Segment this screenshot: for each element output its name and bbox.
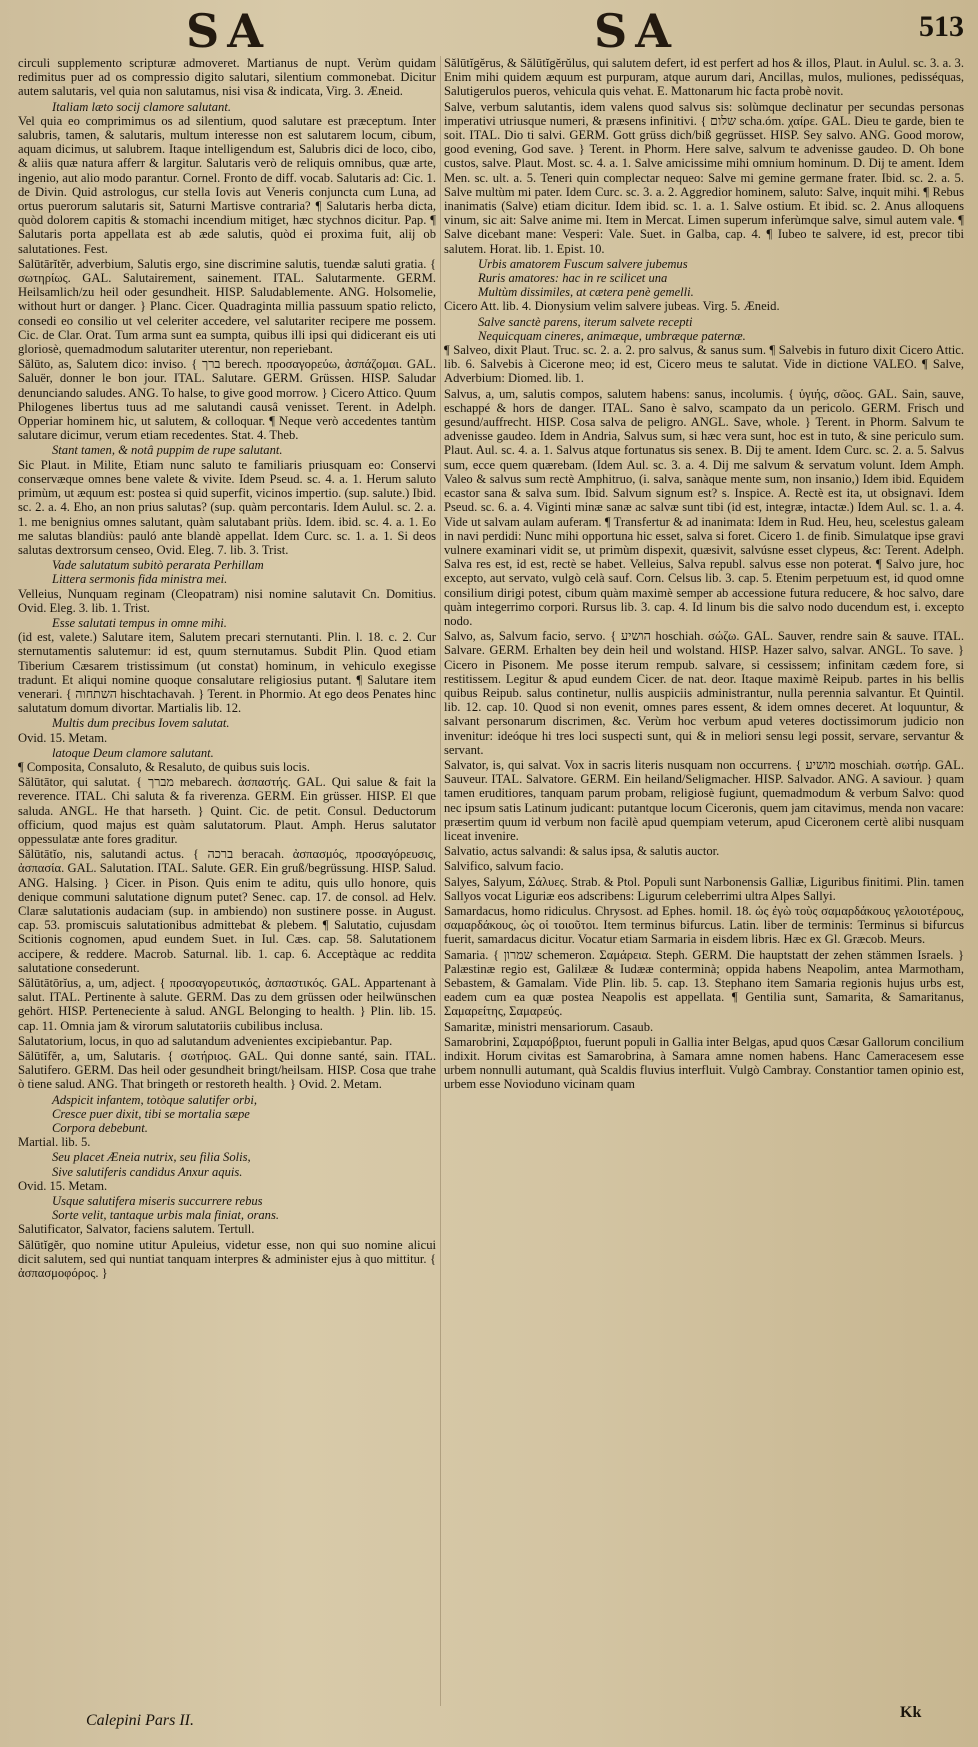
left-column-entry: Sălūtātōrĭus, a, um, adject. { προσαγορευτικός, ἀσπαστικός. GAL. Appartenant à salut. ITAL. Pertinente à salute. GERM. Das zu dem grüssen oder heilwünschen gehört. HISP. Perteneciente à salud. ANGL Belonging to health. } Plin. lib. 15. cap. 11. Omnia jam & virorum salutatoriis cubilibus inclusa. (18, 976, 436, 1033)
left-column-entry: Salūtārĭtĕr, adverbium, Salutis ergo, sine discrimine salutis, tuendæ saluti gratia. { σωτηρίως. GAL. Salutairement, sainement. ITAL. Salutarmente. GERM. Heilsamlich/zu heil oder gesundheit. HISP. Saludablemente. ANG. Holsomelie, without hurt or danger. } Planc. Cicer. Quadraginta millia passuum spatio relicto, consedi eo consilio ut vel celeriter accedere, vel salutariter recipere me possem. Cic. de Clar. Orat. Tum arma sunt ea sumpta, quibus illi ipsi qui didicerant eis uti gloriosè, quemadmodum salutariter uterentur, non reperiebant. (18, 256, 436, 357)
verse-line: Esse salutati tempus in omne mihi. (52, 615, 227, 630)
verse-line: Seu placet Æneia nutrix, seu filia Solis, (52, 1150, 251, 1165)
right-column-entry: Salyes, Salyum, Σάλυες. Strab. & Ptol. Populi sunt Narbonensis Galliæ, Liguribus finitimi. Plin. tamen Sallyos vocat Liguriæ eos adscribens: Ligurum celeberrimi ultra Alpes Sallyi. (444, 874, 964, 903)
left-column-entry: circuli supplemento scripturæ admoveret. Martianus de nupt. Verùm quidam redimitus puer ad os compressio digito salutari, silentium commonebat. Dicitur autem salutaris, vel quia non salutamus, nisi visa & indicata, Virg. 3. Æneid. (18, 56, 436, 99)
footer-catchword: Kk (900, 1704, 922, 1721)
verse-line: Italiam læto socij clamore salutant. (52, 99, 231, 114)
verse-line: Littera sermonis fida ministra mei. (52, 572, 228, 587)
footer-signature: Calepini Pars II. (86, 1712, 194, 1729)
verse-line: Ruris amatores: hac in re scilicet una (478, 271, 668, 286)
right-column-entry: Salvus, a, um, salutis compos, salutem habens: sanus, incolumis. { ὑγιής, σῶος. GAL. Sain, sauve, eschappé & hors de danger. ITAL. Sano è salvo, scampato da un pericolo. GERM. Frisch und gesund/auffrecht. HISP. Cosa salva de peligro. ANGL. Save, whole. } Terent. in Phorm. Salvum te advenisse gaudeo. Idem in Andria, Salvus sum, si hæc vera sunt, hoc est in tuto, & sine periculo sum. Plaut. Aul. sc. 4. a. 1. Salvus atque fortunatus sis senex. B. Dij te ament. Idem Curc. sc. 2. a. 5. Salvus sum, ecce quem quærebam. (Idem Aul. sc. 3. a. 4. Dij me salvum & servatum volunt. Idem Amph. Valeo & salvus sum rectè Amphitruo, (i. salva, sanàque mente sum, non insanio,) Idem ibid. Equidem ecastor sana & salva sum. Ibid. Salvum signum est? s. Inspice. A. Rectè est ita, ut obsignavi. Idem Pseud. sc. 6. a. 4. Viginti minæ sanæ ac salvæ sunt tibi (id est, integræ, intactæ.) Idem Aul. sc. 1. a. 4. Vide ut salvam aulam auferam. ¶ Transfertur & ad inanimata: Idem in Rud. Heu, heu, scelestus galeam in navi perdidi: Nunc mihi opportuna hic esset, salva si foret. Cicero 1. de finib. Simulatque ipse gravi vulnere examinari vidit se, ut primùm dispexit, quæsivit, salvúsne esset clypeus, &c: Terent. Adelph. Salva res est, id est, rectè se habet. Velleius, Salva republ. salvus esse non poterat. ¶ Salvo jure, hoc excepto, aut servato, vulgò celà sauf. Corn. Celsus lib. 3. cap. 5. Etenim perpetuum est, id quod omne consilium dirigi potest, cibum quàm maximè semper ab accessione futura reducere, & hoc salvo, dare quàm integerrimo corpori. Rursus lib. 3. cap. 4. Id linum bis die salvo nodo ducendum est, i. excepto nodo. (444, 386, 964, 628)
left-column-entry: Ovid. 15. Metam. (18, 1178, 108, 1193)
verse-line: Multùm dissimiles, at cætera penè gemelli. (478, 285, 694, 300)
verse-line: Adspicit infantem, totòque salutifer orbi, (52, 1092, 257, 1107)
verse-line: Sive salutiferis candidus Anxur aquis. (52, 1164, 243, 1179)
verse-line: Urbis amatorem Fuscum salvere jubemus (478, 256, 688, 271)
right-column-entry: Salve, verbum salutantis, idem valens quod salvus sis: solùmque declinatur per secundas personas imperativi utriusque numeri, & præsens infinitivi. { שלום scha.óm. χαίρε. GAL. Dieu te garde, bien te soit. ITAL. Dio ti salvi. GERM. Gott grüss dich/biß gegrüsset. HISP. Sey salvo. ANG. Good morow, good evening, God save. } Terent. in Phorm. Here salve, salvum te advenisse gaudeo. D. Oh bone custos, salve. Plaut. Most. sc. 4. a. 1. Salve amicissime mihi omnium hominum. D. Dij te ament. Idem Men. sc. ult. a. 5. Teneri quin complectar nequeo: Salve mi gemine germane frater. Ibid. sc. 2. a. 5. Salve multùm mi pater. Idem Curc. sc. 3. a. 2. Aggredior hominem, saluto: Salve, inquit mihi. ¶ Rebus inanimatis (Salve) etiam dicitur. Idem ibid. sc. 1. a. 1. Salve ostium. Et ibid. sc. 2. Anus alloquens vinum, sic ait: Salve anime mi. Item in Mercat. Limen superum inferùmque salve, simul autem vale. ¶ Salve dicebant mane: Vesperi: Vale. Suet. in Galba, cap. 4. ¶ Iubeo te salvere, id est, precor tibi salutem. Horat. lib. 1. Epist. 10. (444, 99, 964, 256)
right-column-entry: Samaria. { שמרון schemeron. Σαμάρεια. Steph. GERM. Die hauptstatt der zehen stämmen Israels. } Palæstinæ regio est, Galilææ & Iudææ conterminà; oppida habens Neapolim, antea Marmotham, Sebastem, & Gamalam. Vide Plin. lib. 5. cap. 13. Stephano item Samaria regionis hujus urbs est, eadem cum ea quæ postea Neapolis est appellata. ¶ Gentilia sunt, Samarita, & Samaritanus, Σαμαρείτης, Σαμαρεύς. (444, 947, 964, 1019)
right-column-entry: Salvo, as, Salvum facio, servo. { הושיע hoschiah. σώζω. GAL. Sauver, rendre sain & sauve. ITAL. Salvare. GERM. Erhalten bey dein heil und wolstand. HISP. Hazer salvo, salvar. ANGL. To save. } Cicero in Pisonem. Me posse iterum rempub. salvare, si cessissem; infinitam cædem fore, si restitissem. Legitur & apud eundem Cicer. de nat. deor. Itaque maximè Reipub. partes in his bellis quibus Reipub. salus continetur, nullis auspiciis administrantur, nulla perennia salvantur. Et Quintil. lib. 12. cap. 10. Quod si non evenit, omnes pares essent, & idem omnes deceret. At loquuntur, & salvant personarum discrimen, &c. Verùm hoc verbum apud veteres doctissimorum judicio non invenitur: ideóque hi tres loci suspecti sunt, qui & in meliori sensu legi possit, servare, servantur & servant. (444, 629, 964, 757)
verse-line: Usque salutifera miseris succurrere rebus (52, 1194, 263, 1209)
verse-line: Salve sanctè parens, iterum salvete recepti (478, 314, 693, 329)
right-column-entry: ¶ Salveo, dixit Plaut. Truc. sc. 2. a. 2. pro salvus, & sanus sum. ¶ Salvebis in futuro dixit Cicero Attic. lib. 6. Salvebis à Cicerone meo; id est, Cicero meus te salutat. Vide in dictione VALEO. ¶ Salve, Adverbium: Diomed. lib. 1. (444, 343, 964, 386)
left-column-entry: ¶ Composita, Consaluto, & Resaluto, de quibus suis locis. (18, 759, 310, 774)
left-column-entry: Ovid. 15. Metam. (18, 730, 108, 745)
verse-line: Nequicquam cineres, animæque, umbræque paternæ. (478, 328, 746, 343)
verse-line: Cresce puer dixit, tibi se mortalia sæpe (52, 1106, 250, 1121)
left-column-entry: Sălūto, as, Salutem dico: inviso. { ברך berech. προσαγορεύω, ἀσπάζομαι. GAL. Saluër, donner le bon jour. ITAL. Salutare. GERM. Grüssen. HISP. Saludar denunciando saludes. ANG. To halse, to give good morrow. } Cicero Attico. Quum Philogenes libertus tuus ad me salutandi causâ venisset. Terent. in Adelph. Opperiar hominem hic, ut salutem, & colloquar. ¶ Neque verò accedentes tantùm salutare dicimur, verum etiam recedentes. Stat. 4. Theb. (18, 357, 436, 443)
left-column-entry: Vel quia eo comprimimus os ad silentium, quod salutare est præceptum. Inter salubris, tamen, & salutaris, multum interesse non est salutarem locum, cibum, aquam dicimus, ut salubrem. Itaque intelligendum est, Salubris dici de loco, cibo, & aliis quæ natura afferr & largitur. Salutaris verò de reliquis omnibus, quæ arte, ingenio, aut alio modo parantur. Cornel. Fronto de diff. vocab. Salutaris ad: Cic. 1. de Divin. Quid astrologus, cur stella Iovis aut Veneris conjuncta cum Luna, ad ortus puerorum salutaris sit, Saturni Martisve contraria? ¶ Salutaris herba dicta, quòd dolorem capitis & stomachi incendium mitiget, hæc stychnos dicitur. Pap. ¶ Salutaris porta appellata est ab æde salutis, quòd ei proxima fuit, alij ob salutationes. Fest. (18, 113, 436, 256)
left-column-entry: Sălūtātĭo, nis, salutandi actus. { ברכה beracah. ἀσπασμός, προσαγόρευσις, ἀσπασία. GAL. Salutation. ITAL. Salute. GER. Ein gruß/begrüssung. HISP. Salud. ANG. Halsing. } Cicer. in Pison. Quis enim te aditu, quis ullo honore, quis denique communi salutatione dignum putet? Senec. cap. 17. de consol. ad Helv. Claræ salutationis audaciam (sup. in ambiendo) non sustinere posse. in August. cap. 53. promiscuis salutationibus admittebat & plebem. ¶ Salutatio, cujusdam Scitionis cognomen, apud eundem Suet. in Iul. Cæs. cap. 58. Salutationem accipere, & reddere. Macrob. Saturnal. lib. 1. cap. 6. Acceptàque ac reddita salutatione consederunt. (18, 847, 436, 975)
right-column (444, 56, 964, 1696)
running-head-right: SA (594, 4, 679, 58)
right-column-entry: Salvator, is, qui salvat. Vox in sacris literis nusquam non occurrens. { מושיע moschiah. σωτήρ. GAL. Sauveur. ITAL. Salvatore. GERM. Ein heiland/Seligmacher. HISP. Salvador. ANG. A saviour. } quam tamen eruditiores, tanquam parum probam, religiosè fugiunt, quemadmodum & verbum Salvo: quod nec ipsum satis Latinum judicant: putantque locum Ciceronis, quem jam citavimus, menda non vacare: præsertim quum id verbum non facilè apud quempiam veterum, apud Ciceronem certè alibi nusquam liceat invenire. (444, 757, 964, 843)
left-column-entry: Sălūtātor, qui salutat. { מברך mebarech. ἀσπαστής. GAL. Qui salue & fait la reverence. ITAL. Chi saluta & fa riverenza. GERM. Ein grüsser. HISP. El que saluda. ANGL. He that harseth. } Quint. Cic. de petit. Consul. Deductorum officium, quod majus est quàm salutatorum. Plaut. Amph. Herus salutator oppessulatæ ante fores graditur. (18, 775, 436, 846)
left-column-entry: Salutificator, Salvator, faciens salutem. Tertull. (18, 1222, 255, 1237)
right-column-entry: Samarobrini, Σαμαρόβριοι, fuerunt populi in Gallia inter Belgas, apud quos Cæsar Gallorum concilium indixit. Horum civitas est Samarobrina, à Samara amne nomen habens. Hanc Cameracesem esse urbem nonnulli autumant, quà Scaldis fluvius interfluit. Vulgò Cambray. Constantior tamen opinio est, urbem esse Novioduno vicinam quam (444, 1034, 964, 1092)
verse-line: latoque Deum clamore salutant. (52, 745, 214, 760)
verse-line: Stant tamen, & notâ puppim de rupe salutant. (52, 443, 283, 458)
left-column (18, 56, 436, 1716)
left-column-entry: (id est, valete.) Salutare item, Salutem precari sternutanti. Plin. l. 18. c. 2. Cur sternutamentis salutemur: id est, quum sternutamus. Subdit Plin. Quod etiam Tiberium Cæsarem tristissimum (ut constat) hominum, in vehiculo exegisse tradunt. Et aliqui nomine quoque consalutare religiosius putant. ¶ Salutare item venerari. { השתחוה hischtachavah. } Terent. in Phormio. At ego deos Penates hinc salutatum domum divortar. Martialis lib. 12. (18, 630, 436, 716)
page-number: 513 (919, 10, 964, 43)
verse-line: Vade salutatum subitò perarata Perhillam (52, 558, 264, 573)
left-column-entry: Sălūtĭgĕr, quo nomine utitur Apuleius, videtur esse, non qui suo nomine alicui dicit salutem, sed qui nuntiat tanquam interpres & administer ejus à quo mittitur. { ἀσπασμοφόρος. } (18, 1237, 436, 1281)
verse-line: Sorte velit, tantaque urbis mala finiat, orans. (52, 1208, 280, 1223)
left-column-entry: Velleius, Nunquam reginam (Cleopatram) nisi nomine salutavit Cn. Domitius. Ovid. Eleg. 3. lib. 1. Trist. (18, 586, 436, 615)
right-column-entry: Salvifico, salvum facio. (444, 859, 564, 874)
verse-line: Multis dum precibus Iovem salutat. (52, 716, 230, 731)
left-column-entry: Martial. lib. 5. (18, 1135, 91, 1150)
left-column-entry: Sălūtĭfĕr, a, um, Salutaris. { σωτήριος. GAL. Qui donne santé, sain. ITAL. Salutifero. GERM. Das heil oder gesundheit bringt/heilsam. HISP. Cosa que trahe ò tiene salud. ANG. That bringeth or restoreth health. } Ovid. 2. Metam. (18, 1049, 436, 1092)
running-head-left: SA (186, 4, 271, 58)
left-column-entry: Salutatorium, locus, in quo ad salutandum advenientes excipiebantur. Pap. (18, 1033, 393, 1048)
column-divider (440, 56, 441, 1706)
right-column-entry: Cicero Att. lib. 4. Dionysium velim salvere jubeas. Virg. 5. Æneid. (444, 299, 780, 314)
left-column-entry: Sic Plaut. in Milite, Etiam nunc saluto te familiaris priusquam eo: Conservi conservæque omnes bene valete & vivite. Idem Pseud. sc. 4. a. 1. Herum saluto primùm, ut æquum est: postea si quid superfit, vicinos impertio. (sup. salute.) Ibid. sc. 2. a. 4. Eho, an non prius salutas? (sup. quàm percontaris. Idem Aulul. sc. 2. a. 1. me benignius omnes salutant, quàm salutabant priùs. Idem. ibid. sc. 4. a. 1. Eo me salutas blandiùs: pauló ante blandè appellat. Idem Curc. sc. 1. a. 1. Si deos salutas dextrorsum censeo, Ovid. Eleg. 7. lib. 3. Trist. (18, 457, 436, 557)
right-column-entry: Salvatio, actus salvandi: & salus ipsa, & salutis auctor. (444, 844, 720, 859)
right-column-entry: Samaritæ, ministri mensariorum. Casaub. (444, 1019, 654, 1034)
right-column-entry: Samardacus, homo ridiculus. Chrysost. ad Ephes. homil. 18. ὡς ἐγὼ τοὺς σαμαρδάκους γελοιοτέρους, σαμαρδάκους, ὡς οἱ τοιοῦτοι. Item terminus bifurcus. Latin. liber de terminis: Terminus si bifurcus fuerit, samardacus dicitur. Vocatur etiam Sarmaria in eisdem libris. Hæc ex Gl. Græcob. Meurs. (444, 903, 964, 947)
verse-line: Corpora debebunt. (52, 1121, 148, 1136)
right-column-entry: Sălūtĭgĕrus, & Sălūtĭgĕrŭlus, qui salutem defert, id est perfert ad hos & illos, Plaut. in Aulul. sc. 3. a. 3. Enim mihi quidem æquum est purpuram, atque aurum dari, Ancillas, mulos, muliones, pedisséquas, Salutigerulos pueros, vehicula quis vehat. E. Mattonarum hic facta probè novit. (444, 56, 964, 99)
